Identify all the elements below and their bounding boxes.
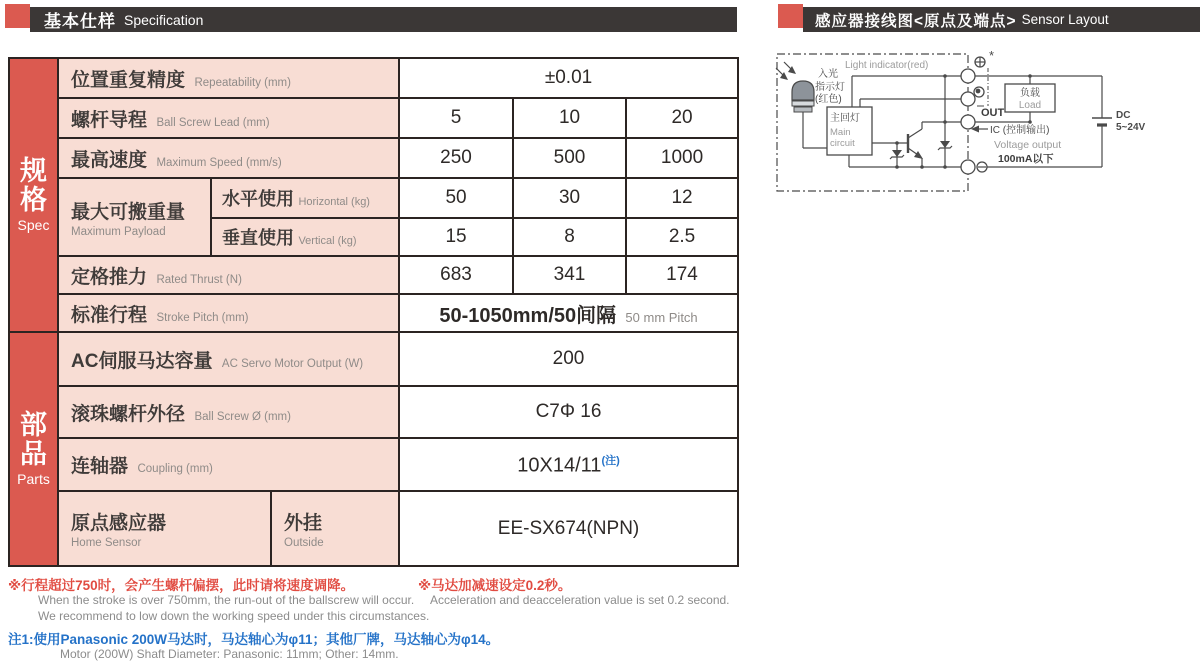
right-header-accent: [778, 4, 803, 28]
voltage-output-label: Voltage output: [994, 139, 1062, 151]
label-coupling: [58, 438, 399, 491]
terminal-2-icon: [974, 87, 984, 97]
value-thrust-2: 341: [513, 256, 626, 294]
terminal-plus: [961, 69, 975, 83]
left-header-bar: [30, 7, 737, 32]
label-horizontal: [211, 178, 399, 218]
minus-terminal-icon: [977, 162, 987, 172]
sidebar-spec-en: Spec: [17, 217, 50, 234]
label-rated-thrust: [58, 256, 399, 294]
label-zh: 位置重复精度: [71, 69, 186, 91]
sidebar-parts-en: Parts: [17, 471, 50, 488]
table-row: [9, 138, 738, 178]
current-limit-label: 100mA以下: [998, 153, 1054, 165]
table-row: [9, 386, 738, 438]
value-horizontal-1: 50: [399, 178, 513, 218]
value-thrust-1: 683: [399, 256, 513, 294]
label-zh: 最大可搬重量: [71, 201, 186, 223]
main-circuit-label-en1: Main: [830, 127, 851, 138]
out-label: OUT: [981, 107, 1005, 119]
table-row: [9, 332, 738, 386]
label-en: Stroke Pitch (mm): [156, 311, 249, 324]
value-stroke-pitch: [399, 294, 738, 332]
label-en: Repeatability (mm): [194, 76, 291, 89]
label-max-speed: [58, 138, 399, 178]
label-zh: 连轴器: [71, 456, 129, 477]
label-zh: 外挂: [284, 513, 323, 534]
label-outside: [271, 491, 399, 566]
value-coupling: [399, 438, 738, 491]
terminal-2: [961, 92, 975, 106]
label-zh: 原点感应器: [71, 513, 167, 534]
label-max-payload: [58, 178, 211, 256]
value-vertical-1: 15: [399, 218, 513, 256]
dc-label: DC: [1116, 110, 1131, 121]
sidebar-spec: [9, 58, 58, 332]
label-en: Home Sensor: [71, 537, 142, 549]
label-en: Maximum Payload: [71, 225, 166, 238]
right-header-title-zh: 感应器接线图<原点及端点>: [815, 12, 1017, 30]
led-indicator-icon: [792, 81, 814, 112]
label-zh: 定格推力: [71, 266, 148, 288]
sidebar-parts-zh: 部品: [20, 409, 47, 469]
coupling-value: 10X14/11: [517, 454, 602, 477]
footnote-accel-en: Acceleration and deacceleration value is set 0.2 second.: [430, 593, 730, 607]
value-servo-output: 200: [399, 332, 738, 386]
label-stroke-pitch: [58, 294, 399, 332]
value-thrust-3: 174: [626, 256, 738, 294]
footnote-stroke-en1: When the stroke is over 750mm, the run-out of the ballscrew will occur.: [38, 593, 415, 607]
label-ball-screw-lead: [58, 98, 399, 138]
plus-terminal-icon: [975, 57, 985, 67]
label-home-sensor: [58, 491, 271, 566]
table-row: [9, 491, 738, 566]
value-lead-10: 10: [513, 98, 626, 138]
transistor-icon: [908, 122, 924, 169]
value-ball-screw-dia: C7Φ 16: [399, 386, 738, 438]
load-label-en: Load: [1018, 100, 1042, 111]
stroke-value-en: 50 mm Pitch: [625, 309, 698, 325]
label-ball-screw-dia: [58, 386, 399, 438]
table-row: [9, 294, 738, 332]
table-row: [9, 438, 738, 491]
footnote-1-blue: 注1:使用Panasonic 200W马达时，马达轴心为φ11；其他厂牌，马达轴心为φ14。: [8, 632, 500, 647]
label-en: Maximum Speed (mm/s): [156, 156, 282, 169]
left-header-title-en: Specification: [124, 11, 204, 28]
label-zh: 最高速度: [71, 149, 148, 171]
label-vertical: [211, 218, 399, 256]
label-zh: 水平使用: [222, 189, 294, 209]
value-horizontal-3: 12: [626, 178, 738, 218]
ic-label: IC (控制输出): [990, 125, 1050, 136]
sidebar-parts: [9, 332, 58, 566]
battery-icon: [1092, 118, 1112, 125]
main-circuit-label-en2: circuit: [830, 138, 855, 149]
right-header-bar: [803, 7, 1200, 32]
footnote-1-en: Motor (200W) Shaft Diameter: Panasonic: 11mm; Other: 14mm.: [60, 647, 399, 661]
label-en: Outside: [284, 537, 324, 549]
load-label-zh: 负载: [1020, 88, 1040, 99]
stroke-value-zh: 50-1050mm/50间隔: [439, 304, 617, 327]
label-en: Coupling (mm): [137, 463, 213, 475]
terminal-minus: [961, 160, 975, 174]
value-repeatability: ±0.01: [399, 58, 738, 98]
label-en: Rated Thrust (N): [156, 273, 242, 286]
footnote-stroke-red: ※行程超过750时，会产生螺杆偏摆，此时请将速度调降。: [8, 578, 355, 593]
light-indicator-label: Light indicator(red): [845, 60, 929, 71]
table-row: [9, 58, 738, 98]
label-en: Ball Screw Ø (mm): [194, 410, 291, 423]
value-vertical-3: 2.5: [626, 218, 738, 256]
terminal-out: [961, 115, 975, 129]
label-zh: 滚珠螺杆外径: [71, 403, 186, 425]
footnote-stroke-en2: We recommend to low down the working speed under this circumstances.: [38, 609, 430, 623]
value-speed-2: 500: [513, 138, 626, 178]
incoming-light-label-2: 指示灯: [815, 82, 845, 93]
label-en: AC Servo Motor Output (W): [221, 357, 364, 370]
label-zh: 螺杆导程: [71, 109, 148, 131]
value-speed-1: 250: [399, 138, 513, 178]
label-en: Vertical (kg): [298, 235, 357, 247]
incoming-light-arrows-icon: [776, 62, 796, 80]
coupling-note-ref: (注): [601, 454, 620, 467]
table-row: [9, 178, 738, 218]
label-servo-output: [58, 332, 399, 386]
table-row: [9, 98, 738, 138]
dc-voltage-label: 5~24V: [1116, 122, 1146, 133]
right-header-title-en: Sensor Layout: [1021, 12, 1109, 27]
label-zh: AC伺服马达容量: [71, 350, 213, 372]
footnote-accel-red: ※马达加减速设定0.2秒。: [418, 578, 572, 593]
value-horizontal-2: 30: [513, 178, 626, 218]
value-lead-5: 5: [399, 98, 513, 138]
label-en: Horizontal (kg): [298, 196, 370, 208]
left-header-accent: [5, 4, 30, 28]
sensor-wiring-diagram: [772, 48, 1172, 218]
label-zh: 垂直使用: [222, 228, 294, 248]
table-row: [9, 256, 738, 294]
value-lead-20: 20: [626, 98, 738, 138]
label-en: Ball Screw Lead (mm): [156, 116, 270, 129]
left-header-title-zh: 基本仕样: [44, 12, 116, 31]
incoming-light-label-3: (红色): [815, 94, 842, 105]
value-home-sensor: EE-SX674(NPN): [399, 491, 738, 566]
incoming-light-label-1: 入光: [818, 69, 838, 80]
value-vertical-2: 8: [513, 218, 626, 256]
spec-table: [8, 57, 739, 567]
star-label: *: [989, 48, 995, 63]
zener-diode-icon: [890, 141, 904, 169]
label-zh: 标准行程: [71, 304, 148, 326]
value-speed-3: 1000: [626, 138, 738, 178]
label-repeatability: [58, 58, 399, 98]
sidebar-spec-zh: 规格: [20, 155, 47, 215]
main-circuit-label-zh: 主回灯: [830, 113, 860, 124]
